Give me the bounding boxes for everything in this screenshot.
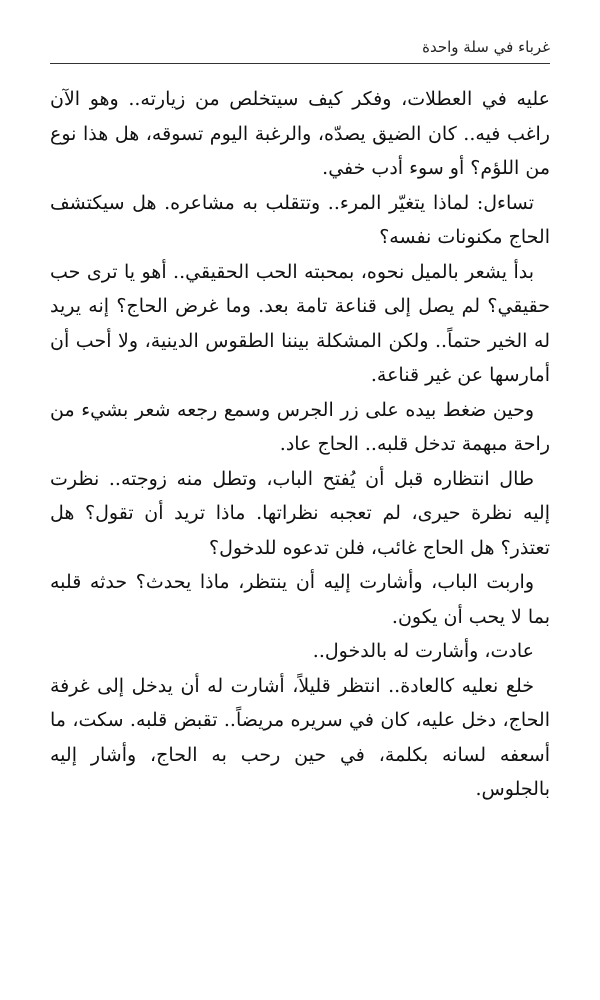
paragraph: وحين ضغط بيده على زر الجرس وسمع رجعه شعر بشيء من راحة مبهمة تدخل قلبه.. الحاج عاد. [50, 398, 550, 455]
paragraph: عليه في العطلات، وفكر كيف سيتخلص من زيارته.. وهو الآن راغب فيه.. كان الضيق يصدّه، والرغبة اليوم تسوقه، هل هذا نوع من اللؤم؟ أو سوء أدب خفي. [50, 88, 550, 179]
paragraph: خلع نعليه كالعادة.. انتظر قليلاً، أشارت له أن يدخل إلى غرفة الحاج، دخل عليه، كان في سريره مريضاً.. تقبض قلبه. سكت، ما أسعفه لسانه بكلمة، في حين رحب به الحاج، وأشار إليه بالجلوس. [50, 674, 550, 800]
paragraph: تساءل: لماذا يتغيّر المرء.. وتتقلب به مشاعره. هل سيكتشف الحاج مكنونات نفسه؟ [50, 191, 550, 248]
header-rule [50, 63, 550, 64]
paragraph: واربت الباب، وأشارت إليه أن ينتظر، ماذا يحدث؟ حدثه قلبه بما لا يحب أن يكون. [50, 571, 550, 628]
paragraph: عادت، وأشارت له بالدخول.. [312, 640, 534, 662]
paragraph: بدأ يشعر بالميل نحوه، بمحبته الحب الحقيقي.. أهو يا ترى حب حقيقي؟ لم يصل إلى قناعة تامة بعد. وما غرض الحاج؟ إنه يريد له الخير حتماً.. ولكن المشكلة بيننا الطقوس الدينية، ولا أحب أن أمارسها عن غير قناعة. [50, 260, 550, 386]
paragraph: طال انتظاره قبل أن يُفتح الباب، وتطل منه زوجته.. نظرت إليه نظرة حيرى، لم تعجبه نظراتها. ماذا تريد أن تقول؟ هل تعتذر؟ هل الحاج غائب، فلن تدعوه للدخول؟ [50, 467, 550, 559]
body-text [50, 82, 550, 807]
running-header-title: غرباء في سلة واحدة [422, 38, 550, 56]
